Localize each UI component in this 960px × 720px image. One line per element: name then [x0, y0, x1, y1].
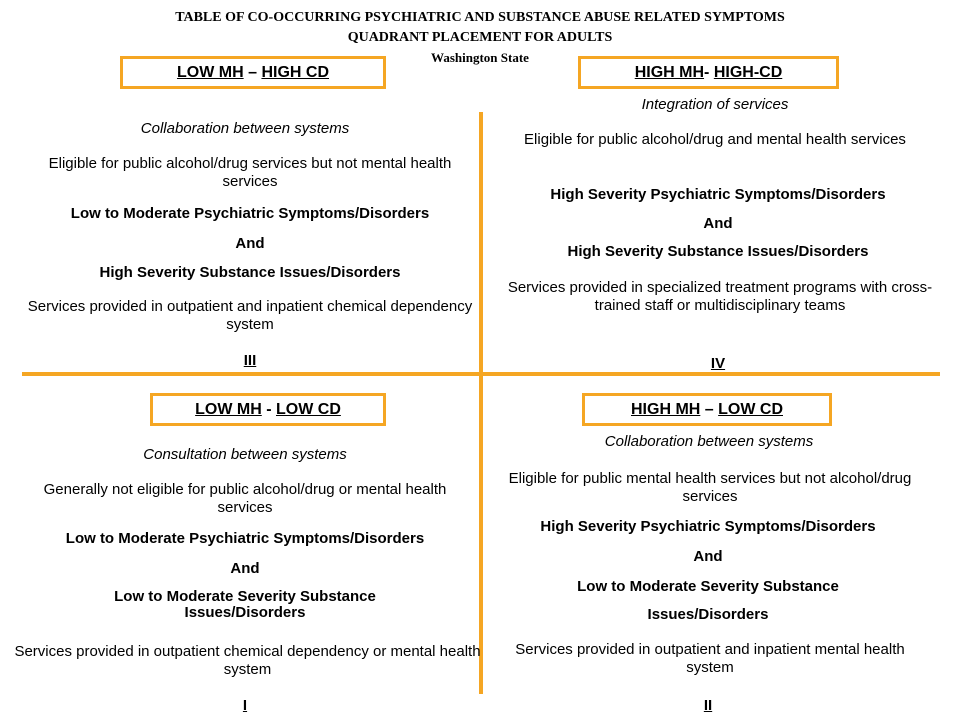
quadrant-3-services: Services provided in outpatient and inpatient chemical dependency system	[27, 298, 473, 333]
quadrant-2-and: And	[693, 548, 723, 565]
quadrant-2-eligibility: Eligible for public mental health services but not alcohol/drug services	[508, 470, 912, 505]
quadrant-1-approach: Consultation between systems	[143, 446, 347, 463]
quadrant-3-label-cd: HIGH CD	[261, 63, 329, 81]
quadrant-4-psych: High Severity Psychiatric Symptoms/Disorders	[550, 186, 886, 203]
quadrant-4-approach: Integration of services	[641, 96, 789, 113]
quadrant-1-label-cd: LOW CD	[276, 400, 341, 418]
quadrant-2-label-mh: HIGH MH	[631, 400, 701, 418]
quadrant-1-numeral: I	[242, 697, 248, 714]
quadrant-3-numeral: III	[243, 352, 257, 369]
quadrant-4-label-cd: HIGH-CD	[713, 63, 783, 81]
quadrant-2-substance-line-1: Low to Moderate Severity Substance	[577, 578, 839, 595]
quadrant-1-services: Services provided in outpatient chemical dependency or mental health system	[14, 643, 481, 678]
quadrant-4-label-sep: -	[704, 63, 714, 81]
quadrant-1-label-sep: -	[261, 400, 276, 418]
quadrant-2-psych: High Severity Psychiatric Symptoms/Disorders	[540, 518, 876, 535]
quadrant-2-label	[582, 393, 832, 426]
title-line-1: TABLE OF CO-OCCURRING PSYCHIATRIC AND SUBSTANCE ABUSE RELATED SYMPTOMS	[175, 10, 785, 25]
quadrant-1-substance: Low to Moderate Severity Substance Issues/Disorders	[114, 588, 376, 621]
quadrant-4-substance: High Severity Substance Issues/Disorders	[567, 243, 869, 260]
quadrant-2-label-sep: –	[700, 400, 719, 418]
quadrant-4-services: Services provided in specialized treatment programs with cross-trained staff or multidisciplinary teams	[507, 279, 933, 314]
title-line-2: QUADRANT PLACEMENT FOR ADULTS	[347, 30, 613, 45]
quadrant-3-label-sep: –	[243, 63, 262, 81]
quadrant-1-and: And	[230, 560, 260, 577]
quadrant-2-approach: Collaboration between systems	[604, 433, 814, 450]
quadrant-3-approach: Collaboration between systems	[140, 120, 350, 137]
quadrant-1-label	[150, 393, 386, 426]
quadrant-2-label-cd: LOW CD	[718, 400, 783, 418]
quadrant-3-substance: High Severity Substance Issues/Disorders	[99, 264, 401, 281]
quadrant-3-and: And	[235, 235, 265, 252]
quadrant-3-label	[120, 56, 386, 89]
quadrant-4-eligibility: Eligible for public alcohol/drug and mental health services	[524, 131, 906, 148]
quadrant-3-eligibility: Eligible for public alcohol/drug services but not mental health services	[48, 155, 452, 190]
quadrant-4-label-mh: HIGH MH	[634, 63, 705, 81]
quadrant-2-numeral: II	[703, 697, 713, 714]
quadrant-1-eligibility: Generally not eligible for public alcohol/drug or mental health services	[43, 481, 447, 516]
quadrant-4-and: And	[703, 215, 733, 232]
quadrant-3-psych: Low to Moderate Psychiatric Symptoms/Disorders	[70, 205, 430, 222]
quadrant-2-services: Services provided in outpatient and inpatient mental health system	[515, 641, 905, 676]
quadrant-2-substance-line-2: Issues/Disorders	[647, 606, 769, 623]
subtitle: Washington State	[431, 50, 529, 65]
quadrant-1-label-mh: LOW MH	[195, 400, 262, 418]
quadrant-3-label-mh: LOW MH	[176, 63, 244, 81]
quadrant-4-numeral: IV	[710, 355, 726, 372]
quadrant-4-label	[578, 56, 839, 89]
quadrant-1-psych: Low to Moderate Psychiatric Symptoms/Disorders	[65, 530, 425, 547]
